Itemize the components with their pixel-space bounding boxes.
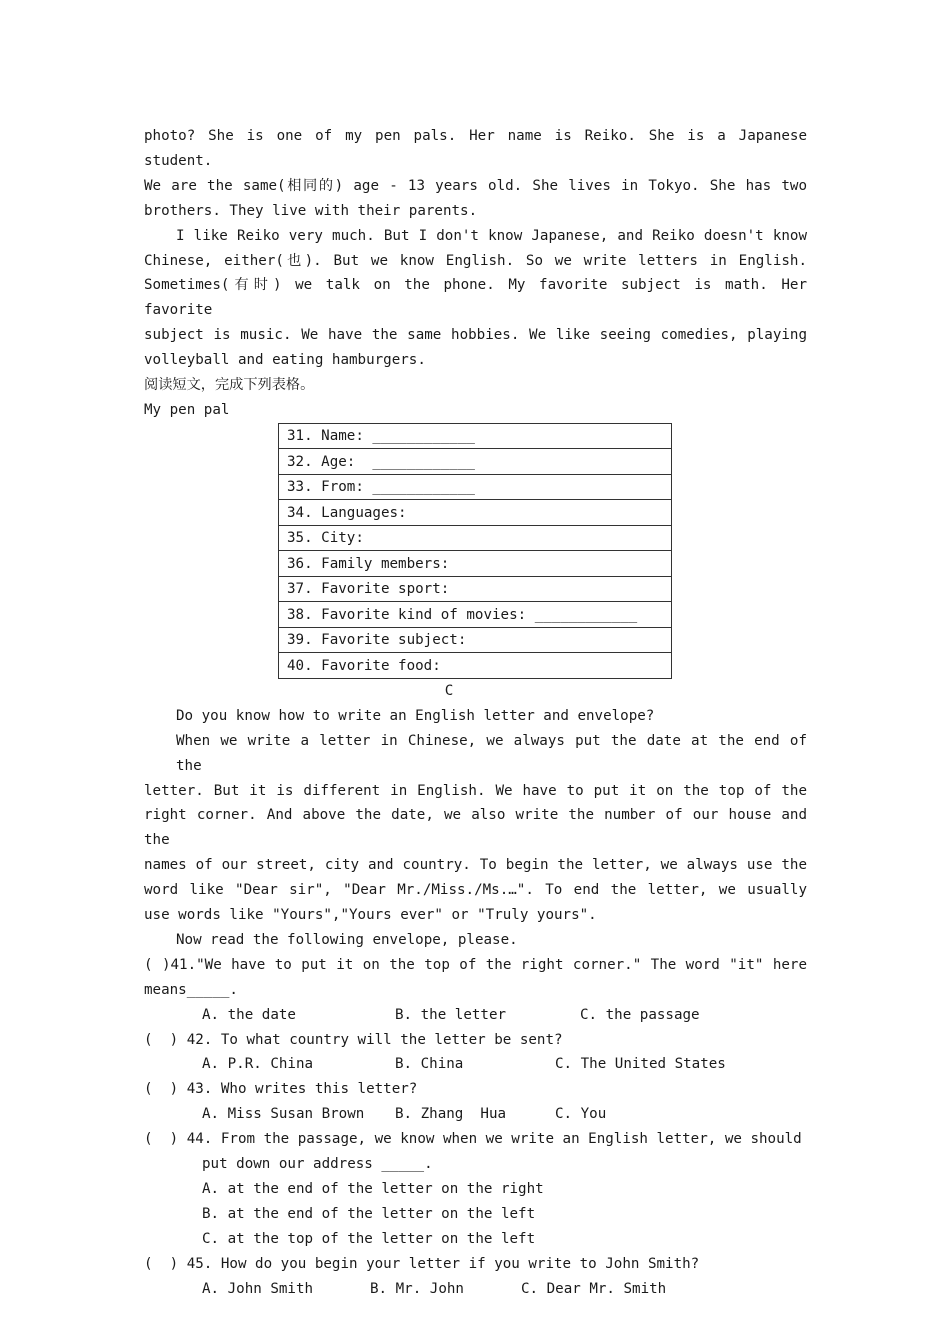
passage-b-para2-line: Sometimes(有时) we talk on the phone. My favorite subject is math. Her favorite — [144, 277, 807, 319]
option-c[interactable]: C. Dear Mr. Smith — [521, 1280, 667, 1297]
table-cell: 37. Favorite sport: — [279, 576, 672, 602]
passage-c-line: When we write a letter in Chinese, we always put the date at the end of the — [176, 732, 807, 774]
question-stem: ( ) 45. How do you begin your letter if you write to John Smith? — [144, 1255, 700, 1272]
passage-b-para2-line: I like Reiko very much. But I don't know Japanese, and Reiko doesn't know — [176, 227, 807, 244]
passage-b-para2-line: volleyball and eating hamburgers. — [144, 352, 426, 369]
question-stem: ( )41."We have to put it on the top of the right corner." The word "it" here — [144, 956, 807, 973]
option-a[interactable]: A. P.R. China — [202, 1056, 314, 1073]
table-row — [279, 576, 672, 602]
question-options — [144, 1052, 807, 1077]
option-b[interactable]: B. Mr. John — [370, 1280, 464, 1297]
table-row — [279, 551, 672, 577]
option-b[interactable]: B. Zhang Hua — [395, 1106, 507, 1123]
question-options — [144, 1102, 807, 1127]
option-c[interactable]: C. at the top of the letter on the left — [202, 1230, 536, 1247]
table-cell: 40. Favorite food: — [279, 653, 672, 679]
passage-b-line: brothers. They live with their parents. — [144, 202, 478, 219]
table-cell: 32. Age: ____________ — [279, 449, 672, 475]
table-row — [279, 602, 672, 628]
table-row — [279, 474, 672, 500]
table-cell: 35. City: — [279, 525, 672, 551]
table-title: My pen pal — [144, 401, 230, 418]
option-c[interactable]: C. You — [555, 1106, 607, 1123]
table-cell: 38. Favorite kind of movies: ____________ — [279, 602, 672, 628]
passage-c-now-read: Now read the following envelope, please. — [176, 931, 518, 948]
table-row — [279, 627, 672, 653]
passage-b-para2-line: subject is music. We have the same hobbies. We like seeing comedies, playing — [144, 327, 807, 344]
option-a[interactable]: A. at the end of the letter on the right — [202, 1181, 544, 1197]
table-row — [279, 525, 672, 551]
passage-c-line: use words like "Yours","Yours ever" or "Truly yours". — [144, 907, 597, 924]
table-cell: 31. Name: ____________ — [279, 423, 672, 449]
option-a[interactable]: A. Miss Susan Brown — [202, 1106, 365, 1123]
option-b[interactable]: B. the letter — [395, 1006, 507, 1023]
question-stem: ( ) 43. Who writes this letter? — [144, 1081, 418, 1098]
pen-pal-table — [278, 423, 672, 679]
option-c[interactable]: C. the passage — [580, 1006, 700, 1023]
question-stem-cont: means_____. — [144, 981, 238, 998]
passage-c-line: letter. But it is different in English. We have to put it on the top of the — [144, 782, 807, 799]
passage-c-line: word like "Dear sir", "Dear Mr./Miss./Ms.…". To end the letter, we usually — [144, 882, 807, 899]
question-stem: ( ) 42. To what country will the letter be sent? — [144, 1031, 563, 1048]
option-a[interactable]: A. John Smith — [202, 1280, 314, 1297]
question-stem-cont: put down our address _____. — [202, 1156, 433, 1173]
question-options — [144, 1277, 807, 1302]
question-options — [144, 1003, 807, 1028]
option-b[interactable]: B. China — [395, 1056, 464, 1073]
table-row — [279, 500, 672, 526]
instruction-text: 阅读短文，完成下列表格。 — [144, 377, 315, 394]
document-page — [144, 124, 807, 1302]
section-heading: C — [444, 682, 454, 699]
passage-c-line: names of our street, city and country. To begin the letter, we always use the — [144, 857, 807, 874]
table-cell: 39. Favorite subject: — [279, 627, 672, 653]
table-row — [279, 449, 672, 475]
table-cell: 33. From: ____________ — [279, 474, 672, 500]
option-c[interactable]: C. The United States — [555, 1056, 726, 1073]
passage-b-line: photo? She is one of my pen pals. Her name is Reiko. She is a Japanese student. — [144, 128, 807, 169]
passage-b-para2-line: Chinese, either(也). But we know English. So we write letters in English. — [144, 252, 807, 269]
table-row — [279, 653, 672, 679]
question-stem: ( ) 44. From the passage, we know when we write an English letter, we should — [144, 1131, 802, 1148]
passage-c-intro: Do you know how to write an English letter and envelope? — [176, 707, 655, 724]
option-b[interactable]: B. at the end of the letter on the left — [202, 1205, 536, 1222]
option-a[interactable]: A. the date — [202, 1006, 296, 1023]
table-cell: 36. Family members: — [279, 551, 672, 577]
passage-c-line: right corner. And above the date, we also write the number of our house and the — [144, 807, 807, 849]
table-cell: 34. Languages: — [279, 500, 672, 526]
table-row — [279, 423, 672, 449]
passage-b-line: We are the same(相同的) age - 13 years old. She lives in Tokyo. She has two — [144, 177, 807, 194]
